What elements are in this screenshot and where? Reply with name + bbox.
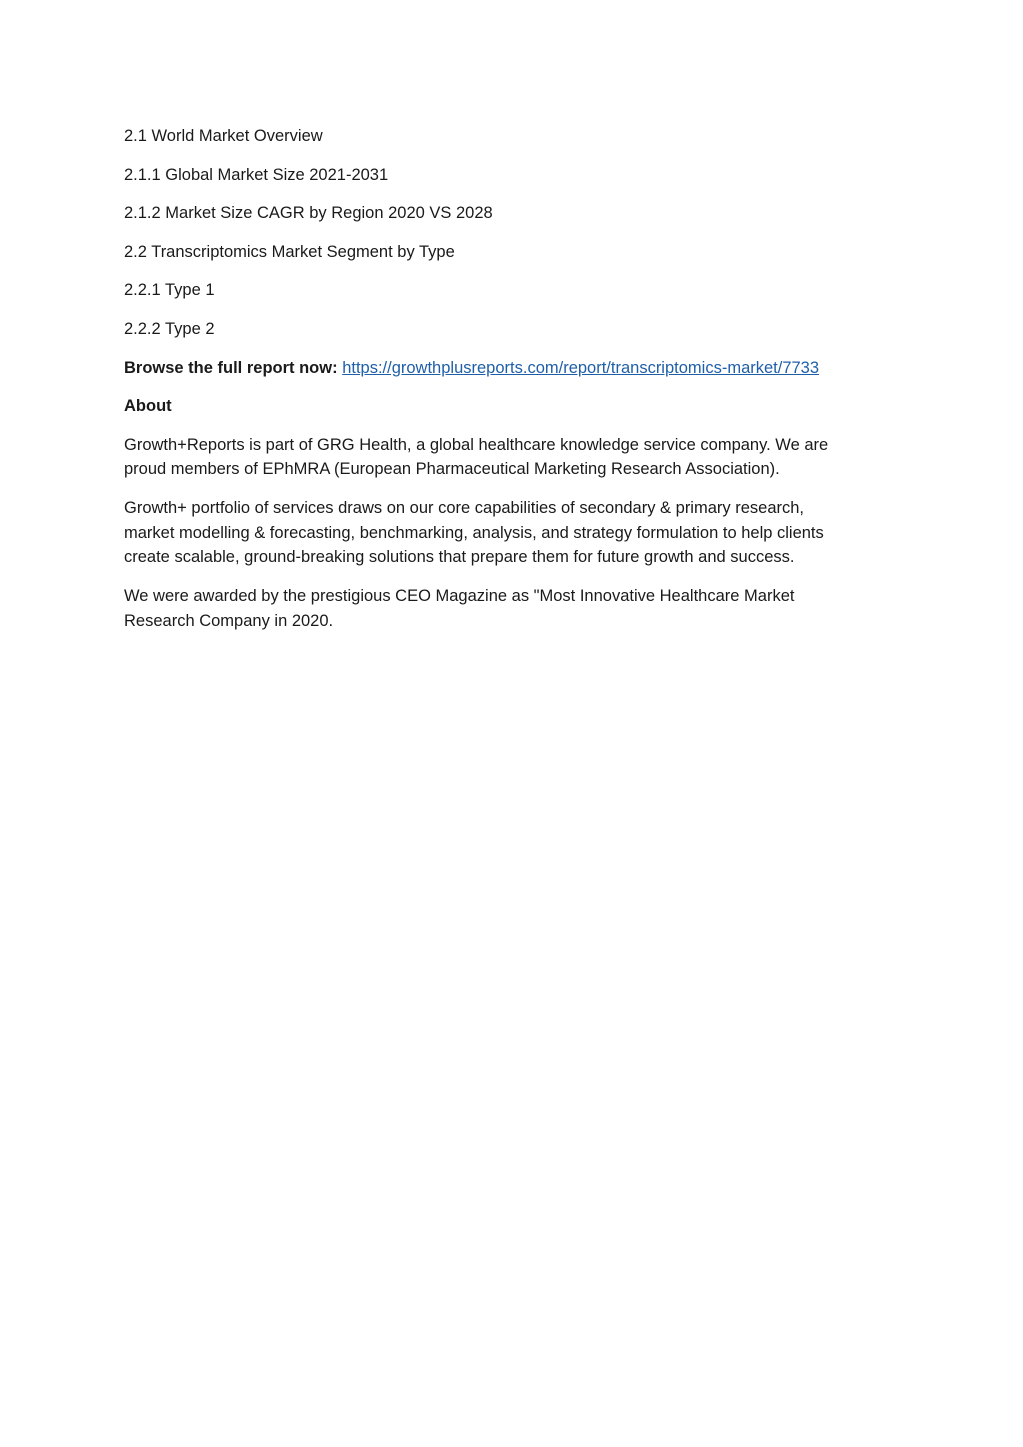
toc-item: 2.2 Transcriptomics Market Segment by Type: [124, 242, 455, 261]
browse-line: [124, 356, 884, 380]
paragraph-line: We were awarded by the prestigious CEO Magazine as "Most Innovative Healthcare Market: [124, 587, 795, 606]
paragraph-line: proud members of EPhMRA (European Pharmaceutical Marketing Research Association).: [124, 460, 780, 479]
document-page: [124, 124, 884, 648]
paragraph-line: create scalable, ground-breaking solutions that prepare them for future growth and success.: [124, 548, 795, 567]
toc-item: 2.1.2 Market Size CAGR by Region 2020 VS 2028: [124, 204, 493, 223]
report-link[interactable]: https://growthplusreports.com/report/transcriptomics-market/7733: [342, 358, 820, 377]
toc-item: 2.1 World Market Overview: [124, 127, 323, 145]
paragraph-line: Research Company in 2020.: [124, 611, 334, 630]
paragraph-line: market modelling & forecasting, benchmarking, analysis, and strategy formulation to help clients: [124, 523, 824, 542]
toc-item: 2.2.2 Type 2: [124, 319, 215, 338]
paragraph-line: Growth+ portfolio of services draws on our core capabilities of secondary & primary research,: [124, 499, 805, 518]
about-paragraph-3: [124, 584, 884, 633]
about-paragraph-2: [124, 496, 884, 570]
about-heading: About: [124, 397, 172, 416]
browse-label: Browse the full report now:: [124, 358, 338, 377]
toc-item: 2.1.1 Global Market Size 2021-2031: [124, 165, 389, 184]
paragraph-line: Growth+Reports is part of GRG Health, a global healthcare knowledge service company. We are: [124, 435, 829, 454]
toc-item: 2.2.1 Type 1: [124, 281, 215, 300]
about-paragraph-1: [124, 433, 884, 482]
